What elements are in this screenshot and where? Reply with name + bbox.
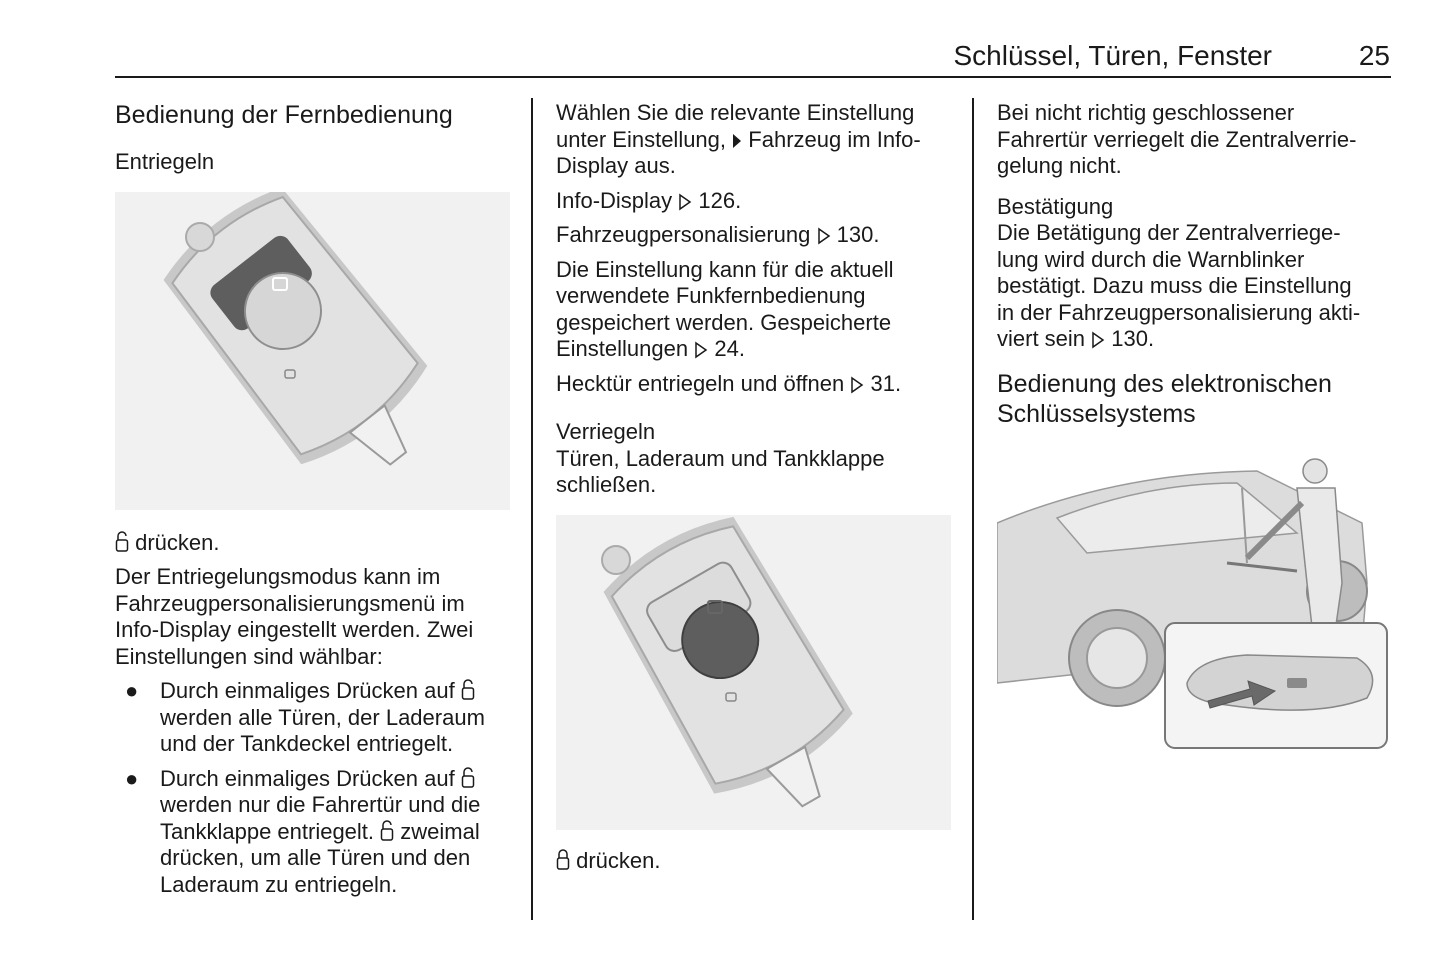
subheading-bestaetigung: Bestätigung (997, 193, 1114, 219)
menu-term-einstellung: Einstellung (612, 126, 720, 152)
lock-paragraph: Türen, Laderaum und Tankklappe schließen. (556, 445, 885, 497)
column-divider-right (972, 98, 974, 920)
door-not-closed-paragraph: Bei nicht richtig geschlossener Fahrertür verriegelt die Zentralverrie- gelung nicht. (997, 100, 1357, 178)
running-header-title: Schlüssel, Türen, Fenster (953, 40, 1272, 71)
lock-icon (556, 849, 570, 871)
page-reference-arrow-icon (694, 341, 708, 359)
keyless-entry-figure (997, 443, 1392, 761)
section-heading-electronic-key: Bedienung des elektronischen Schlüsselsystems (997, 369, 1332, 428)
unlock-icon (115, 531, 129, 553)
page-reference-arrow-icon (1091, 331, 1105, 349)
cross-reference-tailgate: Hecktür entriegeln und öffnen 31. (556, 370, 902, 396)
page-number: 25 (1358, 40, 1390, 71)
unlock-icon (380, 820, 394, 842)
unlock-mode-paragraph: Der Entriegelungsmodus kann im Fahrzeugpersonalisierungsmenü im Info-Display eingestellt werden. Zwei Einstellungen sind wählbar: (115, 564, 474, 669)
bullet-marker: ● (125, 765, 139, 791)
press-instruction-lock: drücken. (556, 848, 956, 875)
subheading-entriegeln: Entriegeln (115, 149, 215, 174)
bullet-item-2: ● Durch einmaliges Drücken auf werden nur die Fahrertür und die Tankklappe entriegelt. zweimal drücken, um alle Türen und den Laderaum zu entriegeln. (125, 765, 481, 897)
unlock-icon (461, 767, 475, 789)
bullet-marker: ● (125, 678, 139, 703)
page-reference-arrow-icon (678, 193, 692, 211)
column-divider-left (531, 98, 533, 920)
stored-settings-paragraph: Die Einstellung kann für die aktuell verwendete Funkfernbedienung gespeichert werden. Gespeicherte Einstellungen 24. (556, 256, 894, 361)
header-rule (115, 76, 1391, 78)
cross-reference-info-display: Info-Display 126. (556, 187, 742, 213)
page-reference-arrow-icon (817, 227, 831, 245)
bullet-item-1: ● Durch einmaliges Drücken auf werden alle Türen, der Laderaum und der Tankdeckel entriegelt. (125, 678, 485, 756)
unlock-icon (461, 679, 475, 701)
column-2 (556, 100, 956, 882)
section-heading: Bedienung der Fernbedienung (115, 101, 453, 129)
column-1 (115, 100, 515, 906)
page-reference-arrow-icon (850, 376, 864, 394)
key-fob-lock-figure (556, 515, 951, 830)
press-instruction-unlock: drücken. (115, 530, 515, 557)
arrow-right-icon (732, 132, 742, 150)
key-fob-unlock-figure (115, 192, 510, 510)
subheading-verriegeln: Verriegeln (556, 419, 656, 444)
confirmation-paragraph: Die Betätigung der Zentralverriege- lung wird durch die Warnblinker bestätigt. Dazu muss die Einstellung in der Fahrzeugpersonalisierung akti- viert sein 130. (997, 220, 1361, 351)
cross-reference-personalisation: Fahrzeugpersonalisierung 130. (556, 222, 880, 247)
menu-term-fahrzeug: Fahrzeug (748, 126, 842, 152)
column-3 (997, 100, 1397, 761)
settings-paragraph: Wählen Sie die relevante Einstellung unter Einstellung, Fahrzeug im Info- Display aus. (556, 100, 921, 178)
